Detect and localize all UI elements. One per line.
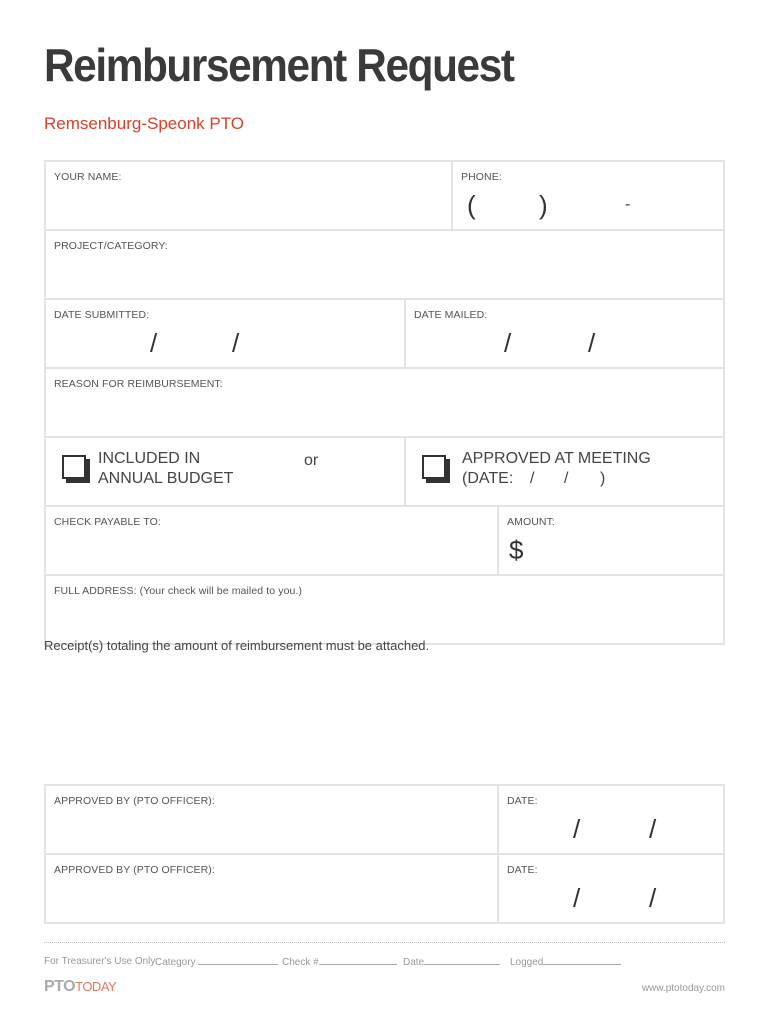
approval-row — [46, 853, 723, 922]
or-text: or — [304, 452, 319, 469]
approved-by-field[interactable] — [46, 855, 497, 922]
date-mailed-field[interactable] — [404, 300, 723, 367]
phone-field[interactable] — [451, 162, 723, 229]
approved-by-label: APPROVED BY (PTO OFFICER): — [54, 864, 215, 876]
check-payable-label: CHECK PAYABLE TO: — [54, 516, 161, 528]
reason-field[interactable] — [46, 369, 723, 436]
meeting-option-line1: APPROVED AT MEETING — [462, 450, 651, 467]
date-mailed-label: DATE MAILED: — [414, 309, 488, 321]
approval-date-field[interactable] — [497, 855, 723, 922]
phone-label: PHONE: — [461, 171, 502, 183]
project-category-field[interactable] — [46, 231, 723, 298]
meeting-date-slash: / — [564, 470, 569, 487]
date-slash: / — [573, 883, 581, 913]
dollar-sign: $ — [509, 535, 524, 565]
meeting-date-close: ) — [600, 470, 606, 487]
amount-field[interactable] — [497, 507, 723, 574]
meeting-option-line2: (DATE: — [462, 470, 514, 487]
approval-form — [44, 784, 725, 924]
phone-dash: - — [625, 196, 631, 213]
approval-row — [46, 786, 723, 853]
amount-label: AMOUNT: — [507, 516, 555, 528]
budget-option-line1: INCLUDED IN — [98, 450, 201, 467]
check-number-label: Check # — [282, 957, 319, 968]
logo-pto: PTO — [44, 978, 76, 995]
date-slash: / — [573, 814, 581, 844]
treasurer-label: For Treasurer's Use Only: — [44, 956, 159, 967]
check-payable-field[interactable] — [46, 507, 497, 574]
receipt-note: Receipt(s) totaling the amount of reimbursement must be attached. — [44, 638, 430, 653]
approved-by-field[interactable] — [46, 786, 497, 853]
page-title: Reimbursement Request — [44, 39, 514, 91]
your-name-field[interactable] — [46, 162, 451, 229]
reason-row — [46, 367, 723, 436]
date-entry-label: Date — [403, 957, 425, 968]
dates-row — [46, 298, 723, 367]
budget-checkbox[interactable] — [62, 455, 86, 479]
address-field[interactable] — [46, 576, 723, 643]
budget-option-line2: ANNUAL BUDGET — [98, 470, 234, 487]
date-entry[interactable] — [403, 956, 500, 968]
project-category-label: PROJECT/CATEGORY: — [54, 240, 168, 252]
approval-type-row — [46, 436, 723, 505]
approved-by-label: APPROVED BY (PTO OFFICER): — [54, 795, 215, 807]
footer-divider — [44, 942, 725, 943]
meeting-date-slash: / — [530, 470, 535, 487]
date-slash: / — [232, 328, 240, 358]
logo-today: TODAY — [75, 979, 117, 994]
category-entry[interactable] — [155, 956, 278, 968]
category-label: Category — [155, 957, 196, 968]
date-slash: / — [649, 814, 657, 844]
date-slash: / — [588, 328, 596, 358]
date-submitted-label: DATE SUBMITTED: — [54, 309, 150, 321]
payable-row — [46, 505, 723, 574]
phone-close-paren: ) — [539, 190, 548, 220]
date-submitted-field[interactable] — [46, 300, 404, 367]
approval-date-field[interactable] — [497, 786, 723, 853]
organization-name: Remsenburg-Speonk PTO — [44, 114, 245, 133]
budget-option[interactable] — [46, 438, 404, 505]
reason-label: REASON FOR REIMBURSEMENT: — [54, 378, 223, 390]
check-number-entry[interactable] — [282, 956, 397, 968]
approval-date-label: DATE: — [507, 864, 538, 876]
name-phone-row — [46, 162, 723, 229]
approval-date-label: DATE: — [507, 795, 538, 807]
pto-today-logo — [44, 978, 116, 996]
request-form — [44, 160, 725, 645]
meeting-checkbox[interactable] — [422, 455, 446, 479]
logged-label: Logged — [510, 957, 544, 968]
your-name-label: YOUR NAME: — [54, 171, 122, 183]
date-slash: / — [150, 328, 158, 358]
address-label: FULL ADDRESS: (Your check will be mailed to you.) — [54, 585, 303, 597]
date-slash: / — [504, 328, 512, 358]
date-slash: / — [649, 883, 657, 913]
meeting-option[interactable] — [404, 438, 723, 505]
phone-open-paren: ( — [467, 190, 476, 220]
project-row — [46, 229, 723, 298]
website-url: www.ptotoday.com — [641, 983, 725, 994]
logged-entry[interactable] — [510, 956, 621, 968]
address-row — [46, 574, 723, 643]
